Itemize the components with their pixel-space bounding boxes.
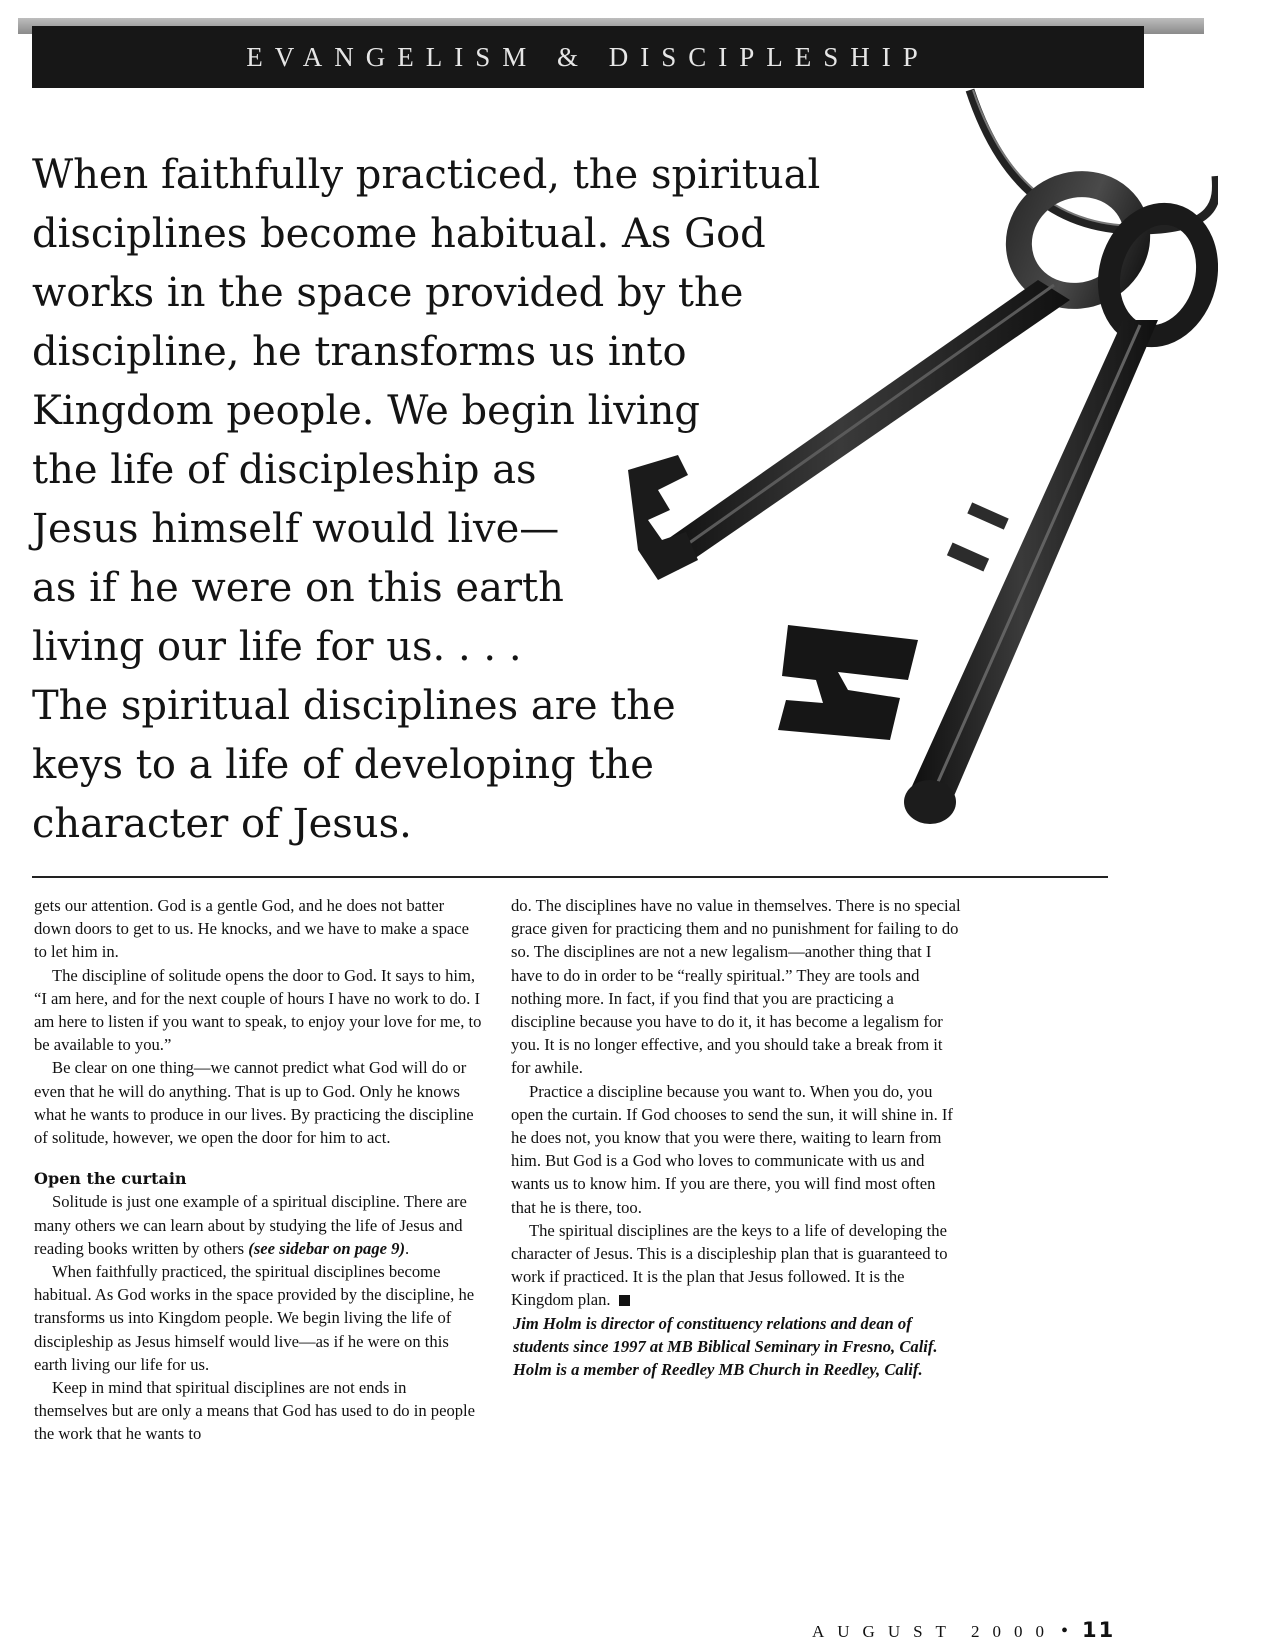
paragraph-text: The spiritual disciplines are the keys to a life of developing the character of Jesus. This is a discipleship plan that is guaranteed to work if practiced. It is the plan that Jesus followed. It is the Kingdom plan. bbox=[511, 1220, 948, 1310]
pull-quote-line: keys to a life of developing the bbox=[32, 742, 654, 788]
section-banner bbox=[32, 26, 1144, 88]
page-footer bbox=[812, 1618, 1115, 1644]
divider-rule bbox=[32, 876, 1108, 878]
footer-year: 2000 bbox=[970, 1622, 1057, 1641]
paragraph: The discipline of solitude opens the door to God. It says to him, “I am here, and for the next couple of hours I have no work to do. I am here to listen if you want to speak, to enjoy your love for me, to be available to you.” bbox=[34, 965, 482, 1055]
end-mark-icon bbox=[619, 1295, 630, 1306]
page-number: 11 bbox=[1081, 1618, 1116, 1642]
pull-quote-line: Kingdom people. We begin living bbox=[32, 388, 700, 434]
pull-quote-line: When faithfully practiced, the spiritual bbox=[32, 152, 821, 198]
paragraph bbox=[511, 1219, 961, 1312]
pull-quote-line: the life of discipleship as bbox=[32, 447, 537, 493]
pull-quote-line: The spiritual disciplines are the bbox=[32, 683, 676, 729]
paragraph-text: Solitude is just one example of a spiritual discipline. There are many others we can learn about by studying the life of Jesus and reading books written by others bbox=[34, 1192, 467, 1258]
paragraph: When faithfully practiced, the spiritual disciplines become habitual. As God works in the space provided by the discipline, he transforms us into Kingdom people. We begin living the life of discipleship as Jesus himself would live—as if he were on this earth living our life for us. bbox=[34, 1262, 475, 1374]
pull-quote-line: discipline, he transforms us into bbox=[32, 329, 687, 375]
pull-quote-line: as if he were on this earth bbox=[32, 565, 564, 611]
paragraph bbox=[34, 1190, 482, 1260]
sidebar-reference: (see sidebar on page 9) bbox=[248, 1238, 405, 1258]
pull-quote-line: disciplines become habitual. As God bbox=[32, 211, 766, 257]
body-column-left bbox=[34, 894, 482, 1446]
footer-month: AUGUST bbox=[812, 1622, 959, 1641]
author-bio: Jim Holm is director of constituency relations and dean of students since 1997 at MB Biblical Seminary in Fresno, Calif. Holm is a member of Reedley MB Church in Reedley, Calif. bbox=[513, 1313, 938, 1380]
body-column-right bbox=[511, 894, 961, 1381]
section-title: EVANGELISM & DISCIPLESHIP bbox=[246, 41, 930, 72]
pull-quote-line: works in the space provided by the bbox=[32, 270, 744, 316]
paragraph: Be clear on one thing—we cannot predict what God will do or even that he will do anything. That is up to God. Only he knows what he wants to produce in our lives. By practicing the discipline of solitude, however, we open the door for him to act. bbox=[34, 1058, 474, 1148]
paragraph: do. The disciplines have no value in themselves. There is no special grace given for practicing them and no punishment for failing to do so. The disciplines are not a new legalism—another thing that I have to do in order to be “really spiritual.” They are tools and nothing more. In fact, if you find that you are practicing a discipline because you have to do it, it has become a legalism for you. It is no longer effective, and you should take a break from it for awhile. bbox=[511, 896, 961, 1078]
paragraph: Practice a discipline because you want to. When you do, you open the curtain. If God chooses to send the sun, it will shine in. If he does not, you know that you were there, waiting to learn from him. But God is a God who loves to communicate with us and wants us to know him. If you are there, you will find most often that he is there, too. bbox=[511, 1081, 953, 1217]
footer-bullet: • bbox=[1060, 1620, 1068, 1642]
subhead: Open the curtain bbox=[34, 1169, 187, 1189]
pull-quote bbox=[32, 146, 912, 854]
pull-quote-line: Jesus himself would live— bbox=[32, 506, 560, 552]
paragraph: Keep in mind that spiritual disciplines are not ends in themselves but are only a means that God has used to do in people the work that he wants to bbox=[34, 1378, 476, 1444]
paragraph-text: . bbox=[405, 1238, 410, 1258]
pull-quote-line: living our life for us. . . . bbox=[32, 624, 522, 670]
pull-quote-line: character of Jesus. bbox=[32, 801, 412, 847]
paragraph: gets our attention. God is a gentle God, and he does not batter down doors to get to us. He knocks, and we have to make a space to let him in. bbox=[34, 896, 470, 962]
